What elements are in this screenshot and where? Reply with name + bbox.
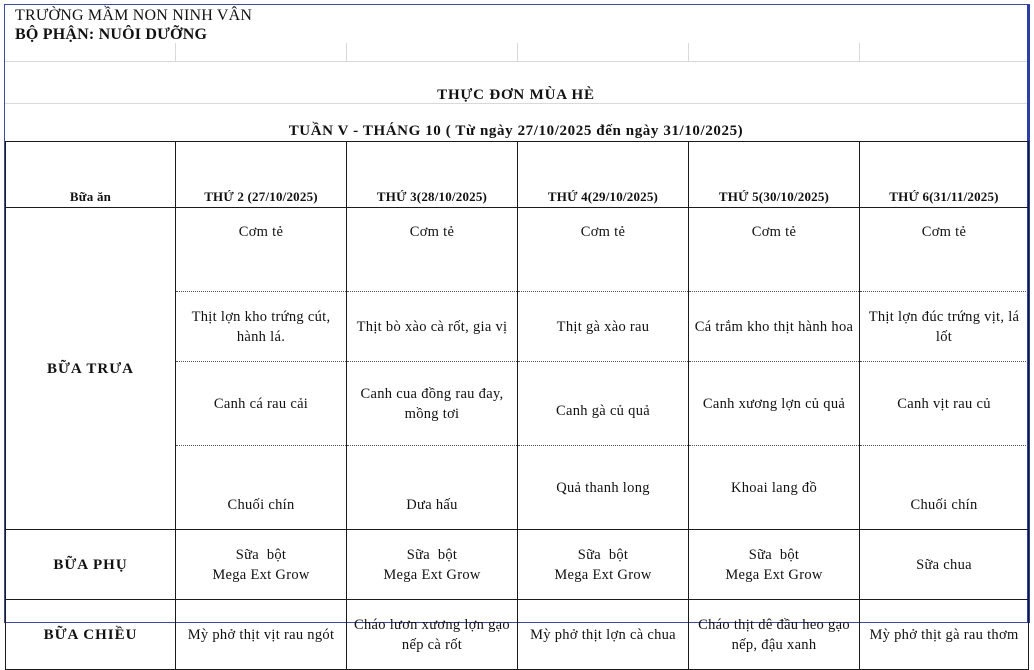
school-name: TRƯỜNG MẦM NON NINH VÂN: [15, 7, 253, 24]
dish-cell: Canh cua đồng rau đay, mồng tơi: [347, 362, 518, 446]
department-name: BỘ PHẬN: NUÔI DƯỠNG: [15, 26, 208, 43]
dish-cell: Chuối chín: [176, 446, 347, 530]
dish-cell: Thịt lợn đúc trứng vịt, lá lốt: [860, 292, 1029, 362]
day-header: THỨ 2 (27/10/2025): [176, 142, 347, 208]
dish-cell: Mỳ phở thịt lợn cà chua: [518, 600, 689, 670]
table-header-row: [6, 142, 1029, 208]
lunch-row-rice: [6, 208, 1029, 292]
grid-line: [688, 43, 689, 61]
meal-column-header: Bữa ăn: [6, 142, 176, 208]
dish-line: Sữa chua: [916, 556, 972, 573]
dish-cell: [860, 530, 1029, 600]
day-header: THỨ 4(29/10/2025): [518, 142, 689, 208]
menu-table: [5, 141, 1029, 670]
dish-line: Sữa bột: [235, 546, 287, 563]
dish-line: Mega Ext Grow: [383, 566, 481, 583]
grid-line: [517, 43, 518, 61]
week-subtitle: TUẦN V - THÁNG 10 ( Từ ngày 27/10/2025 đến ngày 31/10/2025): [288, 123, 744, 139]
dish-cell: Canh vịt rau củ: [860, 362, 1029, 446]
dish-cell: Thịt gà xào rau: [518, 292, 689, 362]
dish-cell: Chuối chín: [860, 446, 1029, 530]
snack-row: [6, 530, 1029, 600]
day-header: THỨ 5(30/10/2025): [689, 142, 860, 208]
dish-cell: [689, 530, 860, 600]
dish-cell: Quả thanh long: [518, 446, 689, 530]
meal-label-snack: BỮA PHỤ: [6, 530, 176, 600]
dish-cell: Mỳ phở thịt vịt rau ngót: [176, 600, 347, 670]
grid-line: [859, 43, 860, 61]
dish-cell: Cháo lươn xương lợn gạo nếp cà rốt: [347, 600, 518, 670]
dish-cell: Cơm tẻ: [347, 208, 518, 292]
dish-cell: Cơm tẻ: [860, 208, 1029, 292]
dish-line: Mega Ext Grow: [212, 566, 310, 583]
dish-cell: Thịt lợn kho trứng cút, hành lá.: [176, 292, 347, 362]
dish-cell: Khoai lang đồ: [689, 446, 860, 530]
dish-cell: Thịt bò xào cà rốt, gia vị: [347, 292, 518, 362]
meal-label-afternoon: BỮA CHIỀU: [6, 600, 176, 670]
dish-line: Sữa bột: [406, 546, 458, 563]
dish-cell: Cá trắm kho thịt hành hoa: [689, 292, 860, 362]
afternoon-row: [6, 600, 1029, 670]
dish-cell: Dưa hấu: [347, 446, 518, 530]
dish-cell: Canh gà củ quả: [518, 362, 689, 446]
menu-sheet: [4, 4, 1030, 653]
dish-line: Mega Ext Grow: [554, 566, 652, 583]
dish-cell: [176, 530, 347, 600]
dish-line: Sữa bột: [748, 546, 800, 563]
day-header: THỨ 6(31/11/2025): [860, 142, 1029, 208]
dish-line: Mega Ext Grow: [725, 566, 823, 583]
grid-line: [5, 61, 1027, 62]
dish-cell: Cơm tẻ: [689, 208, 860, 292]
grid-line: [175, 43, 176, 61]
grid-line: [346, 43, 347, 61]
dish-cell: Canh xương lợn củ quả: [689, 362, 860, 446]
dish-cell: Mỳ phở thịt gà rau thơm: [860, 600, 1029, 670]
dish-cell: [518, 530, 689, 600]
meal-label-lunch: BỮA TRƯA: [6, 208, 176, 530]
dish-cell: Cơm tẻ: [518, 208, 689, 292]
dish-cell: [347, 530, 518, 600]
dish-cell: Cháo thịt dê đầu heo gạo nếp, đậu xanh: [689, 600, 860, 670]
dish-cell: Canh cá rau cải: [176, 362, 347, 446]
day-header: THỨ 3(28/10/2025): [347, 142, 518, 208]
menu-title: THỰC ĐƠN MÙA HÈ: [437, 87, 595, 103]
dish-cell: Cơm tẻ: [176, 208, 347, 292]
dish-line: Sữa bột: [577, 546, 629, 563]
